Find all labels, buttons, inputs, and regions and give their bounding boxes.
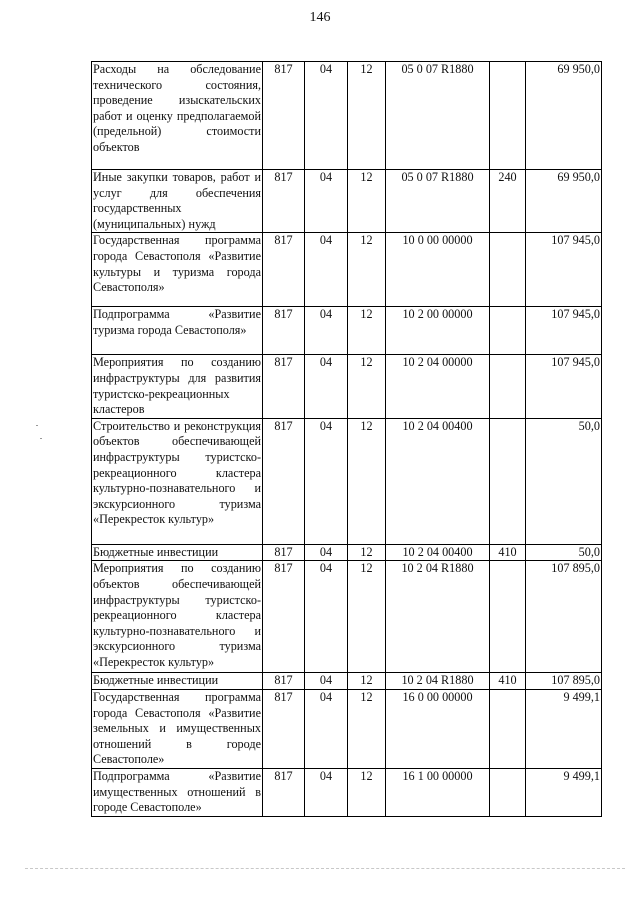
row-sum: 107 945,0 xyxy=(526,233,602,307)
row-pr: 12 xyxy=(348,233,386,307)
row-rz: 04 xyxy=(305,355,348,418)
scan-speck xyxy=(36,425,38,426)
budget-table xyxy=(91,61,602,817)
row-vr: 240 xyxy=(490,170,526,233)
row-pr: 12 xyxy=(348,768,386,816)
table-row xyxy=(92,561,602,673)
table-row xyxy=(92,768,602,816)
row-csr: 10 2 04 00400 xyxy=(386,418,490,544)
row-name: Мероприятия по созданию объектов обеспечивающей инфраструктуры туристско-рекреационного кластера культурно-познавательного и экскурсионного туризма «Перекресток культур» xyxy=(92,561,263,673)
row-pr: 12 xyxy=(348,689,386,768)
row-pr: 12 xyxy=(348,418,386,544)
row-csr: 16 1 00 00000 xyxy=(386,768,490,816)
row-ved: 817 xyxy=(263,689,305,768)
row-ved: 817 xyxy=(263,233,305,307)
page-number: 146 xyxy=(309,10,331,25)
row-sum: 50,0 xyxy=(526,544,602,561)
table-row xyxy=(92,233,602,307)
row-ved: 817 xyxy=(263,418,305,544)
row-sum: 9 499,1 xyxy=(526,689,602,768)
row-rz: 04 xyxy=(305,673,348,690)
table-row xyxy=(92,689,602,768)
row-csr: 10 2 04 R1880 xyxy=(386,561,490,673)
table-row xyxy=(92,418,602,544)
row-vr xyxy=(490,768,526,816)
row-pr: 12 xyxy=(348,355,386,418)
row-pr: 12 xyxy=(348,307,386,355)
row-csr: 10 2 04 R1880 xyxy=(386,673,490,690)
row-pr: 12 xyxy=(348,170,386,233)
row-rz: 04 xyxy=(305,233,348,307)
row-name: Строительство и реконструкция объектов обеспечивающей инфраструктуры туристско-рекреационного кластера культурно-познавательного и экскурсионного туризма «Перекресток культур» xyxy=(92,418,263,544)
row-pr: 12 xyxy=(348,673,386,690)
scan-edge-line xyxy=(25,868,625,869)
row-name: Подпрограмма «Развитие имущественных отношений в городе Севастополе» xyxy=(92,768,263,816)
row-rz: 04 xyxy=(305,689,348,768)
row-rz: 04 xyxy=(305,62,348,170)
row-csr: 10 0 00 00000 xyxy=(386,233,490,307)
row-name: Государственная программа города Севастополя «Развитие земельных и имущественных отношений в городе Севастополе» xyxy=(92,689,263,768)
row-vr xyxy=(490,561,526,673)
row-csr: 10 2 04 00400 xyxy=(386,544,490,561)
row-sum: 107 945,0 xyxy=(526,355,602,418)
row-sum: 69 950,0 xyxy=(526,170,602,233)
row-pr: 12 xyxy=(348,561,386,673)
table-row xyxy=(92,170,602,233)
row-pr: 12 xyxy=(348,544,386,561)
row-csr: 10 2 00 00000 xyxy=(386,307,490,355)
row-csr: 05 0 07 R1880 xyxy=(386,62,490,170)
table-row xyxy=(92,544,602,561)
row-vr xyxy=(490,233,526,307)
row-name: Подпрограмма «Развитие туризма города Севастополя» xyxy=(92,307,263,355)
row-name: Иные закупки товаров, работ и услуг для обеспечения государственных (муниципальных) нужд xyxy=(92,170,263,233)
row-name: Бюджетные инвестиции xyxy=(92,673,263,690)
row-name: Расходы на обследование технического состояния, проведение изыскательских работ и оценку предполагаемой (предельной) стоимости объектов xyxy=(92,62,263,170)
row-ved: 817 xyxy=(263,62,305,170)
row-ved: 817 xyxy=(263,544,305,561)
row-sum: 9 499,1 xyxy=(526,768,602,816)
row-ved: 817 xyxy=(263,355,305,418)
row-rz: 04 xyxy=(305,768,348,816)
row-rz: 04 xyxy=(305,307,348,355)
table-row xyxy=(92,355,602,418)
row-vr xyxy=(490,418,526,544)
row-rz: 04 xyxy=(305,418,348,544)
row-ved: 817 xyxy=(263,768,305,816)
table-row xyxy=(92,673,602,690)
row-ved: 817 xyxy=(263,673,305,690)
row-csr: 10 2 04 00000 xyxy=(386,355,490,418)
row-vr xyxy=(490,62,526,170)
row-rz: 04 xyxy=(305,544,348,561)
row-sum: 50,0 xyxy=(526,418,602,544)
row-vr xyxy=(490,689,526,768)
scan-speck xyxy=(40,438,42,439)
row-sum: 107 945,0 xyxy=(526,307,602,355)
row-ved: 817 xyxy=(263,170,305,233)
row-name: Мероприятия по созданию инфраструктуры для развития туристско-рекреационных кластеров xyxy=(92,355,263,418)
row-vr xyxy=(490,307,526,355)
row-pr: 12 xyxy=(348,62,386,170)
row-csr: 16 0 00 00000 xyxy=(386,689,490,768)
row-sum: 69 950,0 xyxy=(526,62,602,170)
row-name: Государственная программа города Севастополя «Развитие культуры и туризма города Севастополя» xyxy=(92,233,263,307)
row-vr xyxy=(490,355,526,418)
row-vr: 410 xyxy=(490,673,526,690)
row-ved: 817 xyxy=(263,307,305,355)
row-rz: 04 xyxy=(305,170,348,233)
row-sum: 107 895,0 xyxy=(526,561,602,673)
row-vr: 410 xyxy=(490,544,526,561)
table-row xyxy=(92,62,602,170)
row-csr: 05 0 07 R1880 xyxy=(386,170,490,233)
table-row xyxy=(92,307,602,355)
row-ved: 817 xyxy=(263,561,305,673)
row-rz: 04 xyxy=(305,561,348,673)
row-name: Бюджетные инвестиции xyxy=(92,544,263,561)
row-sum: 107 895,0 xyxy=(526,673,602,690)
